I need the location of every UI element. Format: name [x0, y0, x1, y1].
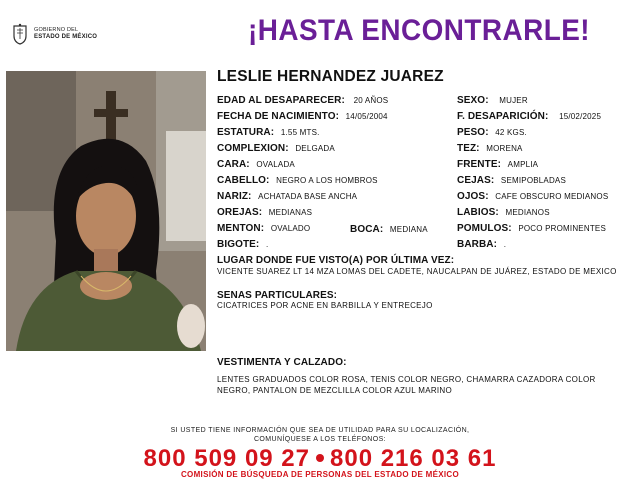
missing-person-photo [6, 71, 206, 351]
field-value: . [503, 240, 507, 249]
field-bigote [217, 239, 268, 251]
field-label: MENTON: [217, 223, 265, 234]
field-label: COMPLEXION: [217, 143, 289, 154]
field-value: NEGRO A LOS HOMBROS [276, 176, 378, 185]
field-value: POCO PROMINENTES [518, 224, 606, 233]
person-name: LESLIE HERNANDEZ JUAREZ [217, 68, 444, 85]
field-label: PESO: [457, 127, 489, 138]
logo-line-1: GOBIERNO DEL [34, 27, 79, 33]
commission-name: COMISIÓN DE BÚSQUEDA DE PERSONAS DEL ESTADO DE MÉXICO [180, 470, 459, 479]
field-label: TEZ: [457, 143, 480, 154]
field-cara [217, 159, 295, 171]
clothing-body: LENTES GRADUADOS COLOR ROSA, TENIS COLOR NEGRO, CHAMARRA CAZADORA COLOR NEGRO, PANTALON DE MEZCLILLA COLOR AZUL MARINO [217, 375, 596, 395]
bullet-dot-icon [316, 454, 324, 462]
field-label: SEXO: [457, 95, 489, 106]
field-label: LABIOS: [457, 207, 499, 218]
contact-note-line-1: SI USTED TIENE INFORMACIÓN QUE SEA DE UTILIDAD PARA SU LOCALIZACIÓN, [170, 427, 470, 434]
field-value: 20 AÑOS [353, 96, 389, 105]
field-ojos [457, 191, 608, 203]
field-value: 42 KGS. [495, 128, 527, 137]
field-label: BIGOTE: [217, 239, 260, 250]
field-value: 14/05/2004 [345, 112, 388, 121]
field-value: OVALADO [270, 224, 311, 233]
field-labios [457, 207, 550, 219]
field-menton [217, 223, 310, 235]
field-pomulos [457, 223, 606, 235]
field-f-desaparicion [457, 111, 601, 123]
field-boca [350, 224, 428, 236]
field-edad [217, 95, 388, 107]
logo-line-2: ESTADO DE MÉXICO [34, 34, 98, 40]
field-fecha-nacimiento [217, 111, 388, 123]
field-label: BARBA: [457, 239, 498, 250]
field-label: BOCA: [350, 224, 384, 235]
field-nariz [217, 191, 357, 203]
distinguishing-marks-body: CICATRICES POR ACNE EN BARBILLA Y ENTRECEJO [217, 301, 433, 310]
field-label: ESTATURA: [217, 127, 275, 138]
field-value: MEDIANA [389, 225, 428, 234]
field-estatura [217, 127, 320, 139]
field-tez [457, 143, 523, 155]
last-seen-title: LUGAR DONDE FUE VISTO(A) POR ÚLTIMA VEZ: [217, 255, 455, 266]
field-sexo [457, 95, 528, 107]
field-value: 15/02/2025 [559, 112, 602, 121]
field-label: NARIZ: [217, 191, 252, 202]
government-logo [12, 22, 122, 46]
distinguishing-marks-title: SENAS PARTICULARES: [217, 290, 338, 301]
field-label: OJOS: [457, 191, 489, 202]
field-value: CAFE OBSCURO MEDIANOS [495, 192, 609, 201]
contact-note-line-2: COMUNÍQUESE A LOS TELÉFONOS: [253, 436, 387, 443]
field-value: MORENA [486, 144, 523, 153]
field-label: POMULOS: [457, 223, 512, 234]
field-cejas [457, 175, 566, 187]
field-label: OREJAS: [217, 207, 263, 218]
field-label: FRENTE: [457, 159, 502, 170]
phone-number-2[interactable]: 800 216 03 61 [330, 445, 497, 472]
field-peso [457, 127, 527, 139]
field-label: F. DESAPARICIÓN: [457, 111, 549, 122]
field-orejas [217, 207, 312, 219]
clothing-title: VESTIMENTA Y CALZADO: [217, 357, 347, 368]
field-value: MUJER [499, 96, 528, 105]
field-label: EDAD AL DESAPARECER: [217, 95, 345, 106]
field-value: SEMIPOBLADAS [500, 176, 567, 185]
phone-numbers [0, 445, 640, 473]
field-value: . [266, 240, 269, 249]
field-label: CEJAS: [457, 175, 495, 186]
field-value: MEDIANOS [505, 208, 550, 217]
field-label: CARA: [217, 159, 250, 170]
field-value: DELGADA [295, 144, 335, 153]
phone-number-1[interactable]: 800 509 09 27 [143, 445, 310, 472]
field-value: ACHATADA BASE ANCHA [258, 192, 358, 201]
headline: ¡HASTA ENCONTRARLE! [248, 14, 591, 47]
logo-text [34, 27, 97, 41]
field-value: OVALADA [256, 160, 295, 169]
field-value: MEDIANAS [268, 208, 313, 217]
state-seal-icon [12, 23, 28, 45]
field-label: FECHA DE NACIMIENTO: [217, 111, 339, 122]
field-value: 1.55 MTS. [280, 128, 320, 137]
field-value: AMPLIA [507, 160, 539, 169]
field-complexion [217, 143, 335, 155]
field-frente [457, 159, 538, 171]
field-label: CABELLO: [217, 175, 270, 186]
field-barba [457, 239, 506, 251]
field-cabello [217, 175, 378, 187]
last-seen-body: VICENTE SUAREZ LT 14 MZA LOMAS DEL CADETE, NAUCALPAN DE JUÁREZ, ESTADO DE MEXICO [217, 267, 617, 276]
